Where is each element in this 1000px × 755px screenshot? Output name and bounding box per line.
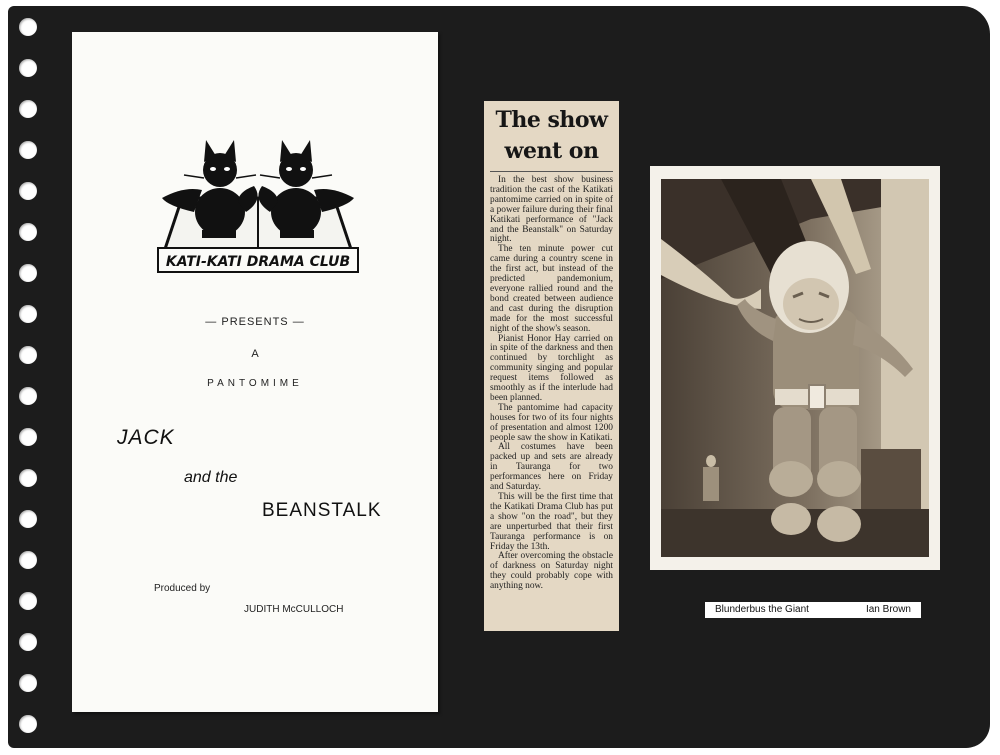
binder-hole bbox=[19, 59, 37, 77]
giant-costume-photo-image bbox=[661, 179, 929, 557]
article-paragraph: Pianist Honor Hay carried on in spite of the darkness and then continued by torchlight as community singing and popular request items followed as smoothly as if the interlude had been planned. bbox=[490, 333, 613, 403]
article-paragraph: This will be the first time that the Katikati Drama Club has put a show "on the road", but they are unperturbed that their first Tauranga performance is on Friday the 13th. bbox=[490, 492, 613, 552]
binder-hole bbox=[19, 510, 37, 528]
binder-hole bbox=[19, 551, 37, 569]
binder-hole bbox=[19, 428, 37, 446]
binder-hole bbox=[19, 223, 37, 241]
produced-by-label: Produced by bbox=[154, 583, 211, 594]
title-jack: JACK bbox=[117, 426, 175, 449]
photo-caption bbox=[705, 602, 921, 618]
binder-hole bbox=[19, 715, 37, 733]
binder-hole bbox=[19, 469, 37, 487]
title-beanstalk: BEANSTALK bbox=[262, 500, 382, 521]
presents-text: — PRESENTS — bbox=[205, 316, 305, 328]
article-paragraph: The pantomime had capacity houses for two of its four nights of presentation and almost 1200 people saw the show in Katikati. bbox=[490, 402, 613, 443]
binder-hole bbox=[19, 182, 37, 200]
article-paragraph: After overcoming the obstacle of darkness on Saturday night they could probably cope with anything now. bbox=[490, 551, 613, 592]
binder-hole bbox=[19, 305, 37, 323]
programme-leaflet bbox=[72, 32, 438, 712]
article-paragraph: The ten minute power cut came during a country scene in the first act, but instead of the predicted pandemonium, everyone rallied round and the bond created between audience and cast during the disruption made for the most successful night of the show's season. bbox=[490, 244, 613, 334]
binder-hole bbox=[19, 387, 37, 405]
clipping-headline bbox=[484, 105, 619, 167]
binder-hole bbox=[19, 346, 37, 364]
binder-hole bbox=[19, 18, 37, 36]
article-a-text: A bbox=[251, 348, 259, 360]
article-paragraph: In the best show business tradition the cast of the Katikati pantomime carried on in spite of a power failure during their final Katikati performance of "Jack and the Beanstalk" on Saturday night. bbox=[490, 175, 613, 245]
caption-character: Blunderbus the Giant bbox=[715, 604, 809, 615]
title-and-the: and the bbox=[184, 469, 238, 486]
binder-hole bbox=[19, 633, 37, 651]
binder-hole bbox=[19, 592, 37, 610]
headline-line-1: The show bbox=[495, 107, 608, 133]
binder-hole bbox=[19, 141, 37, 159]
pantomime-text: PANTOMIME bbox=[207, 378, 303, 389]
giant-photograph bbox=[650, 166, 940, 570]
club-logo-lettering: KATI-KATI DRAMA CLUB bbox=[165, 254, 351, 270]
binder-hole bbox=[19, 264, 37, 282]
binder-hole bbox=[19, 674, 37, 692]
headline-divider bbox=[490, 171, 613, 172]
producer-name: JUDITH McCULLOCH bbox=[244, 604, 344, 615]
clipping-article bbox=[490, 176, 613, 592]
drama-club-cats-logo bbox=[154, 126, 362, 276]
article-paragraph: All costumes have been packed up and sets are already in Tauranga for two performances here on Friday and Saturday. bbox=[490, 442, 613, 493]
newspaper-clipping bbox=[484, 101, 619, 631]
caption-actor: Ian Brown bbox=[865, 604, 911, 615]
headline-line-2: went on bbox=[504, 138, 599, 164]
binder-hole bbox=[19, 100, 37, 118]
